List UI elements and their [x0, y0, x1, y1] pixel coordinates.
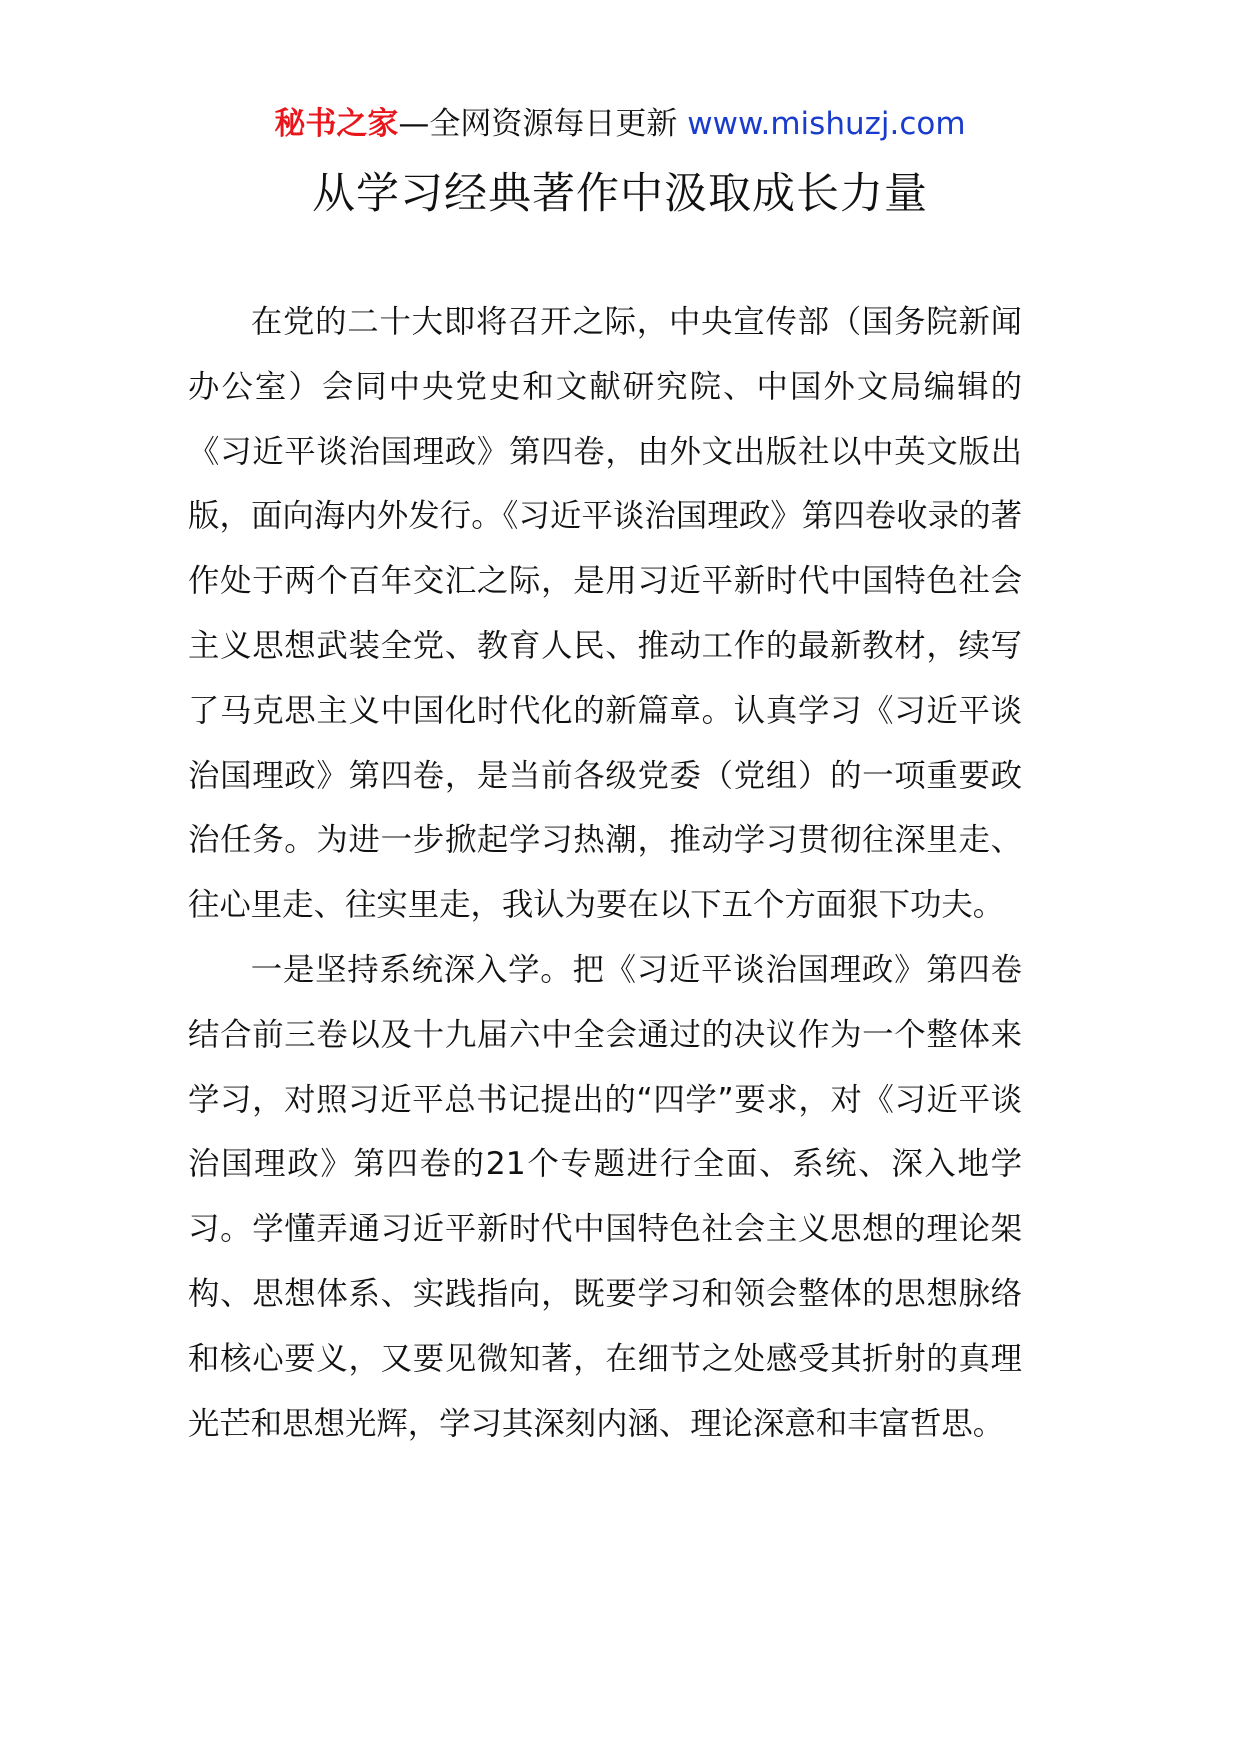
document-body	[188, 290, 1022, 1456]
site-header	[0, 100, 1240, 148]
paragraph-point-one: 一是坚持系统深入学。把《习近平谈治国理政》第四卷结合前三卷以及十九届六中全会通过的决议作为一个整体来学习，对照习近平总书记提出的“四学”要求，对《习近平谈治国理政》第四卷的21个专题进行全面、系统、深入地学习。学懂弄通习近平新时代中国特色社会主义思想的理论架构、思想体系、实践指向，既要学习和领会整体的思想脉络和核心要义，又要见微知著，在细节之处感受其折射的真理光芒和思想光辉，学习其深刻内涵、理论深意和丰富哲思。	[188, 951, 1022, 1442]
paragraph-intro: 在党的二十大即将召开之际，中央宣传部（国务院新闻办公室）会同中央党史和文献研究院、中国外文局编辑的《习近平谈治国理政》第四卷，由外文出版社以中英文版出版，面向海内外发行。《习近平谈治国理政》第四卷收录的著作处于两个百年交汇之际，是用习近平新时代中国特色社会主义思想武装全党、教育人民、推动工作的最新教材，续写了马克思主义中国化时代化的新篇章。认真学习《习近平谈治国理政》第四卷，是当前各级党委（党组）的一项重要政治任务。为进一步掀起学习热潮，推动学习贯彻往深里走、往心里走、往实里走，我认为要在以下五个方面狠下功夫。	[188, 304, 1022, 924]
document-title: 从学习经典著作中汲取成长力量	[312, 169, 928, 219]
brand-name: 秘书之家	[274, 106, 399, 142]
header-tagline: —全网资源每日更新	[398, 106, 688, 142]
site-url-link[interactable]: www.mishuzj.com	[687, 106, 966, 142]
